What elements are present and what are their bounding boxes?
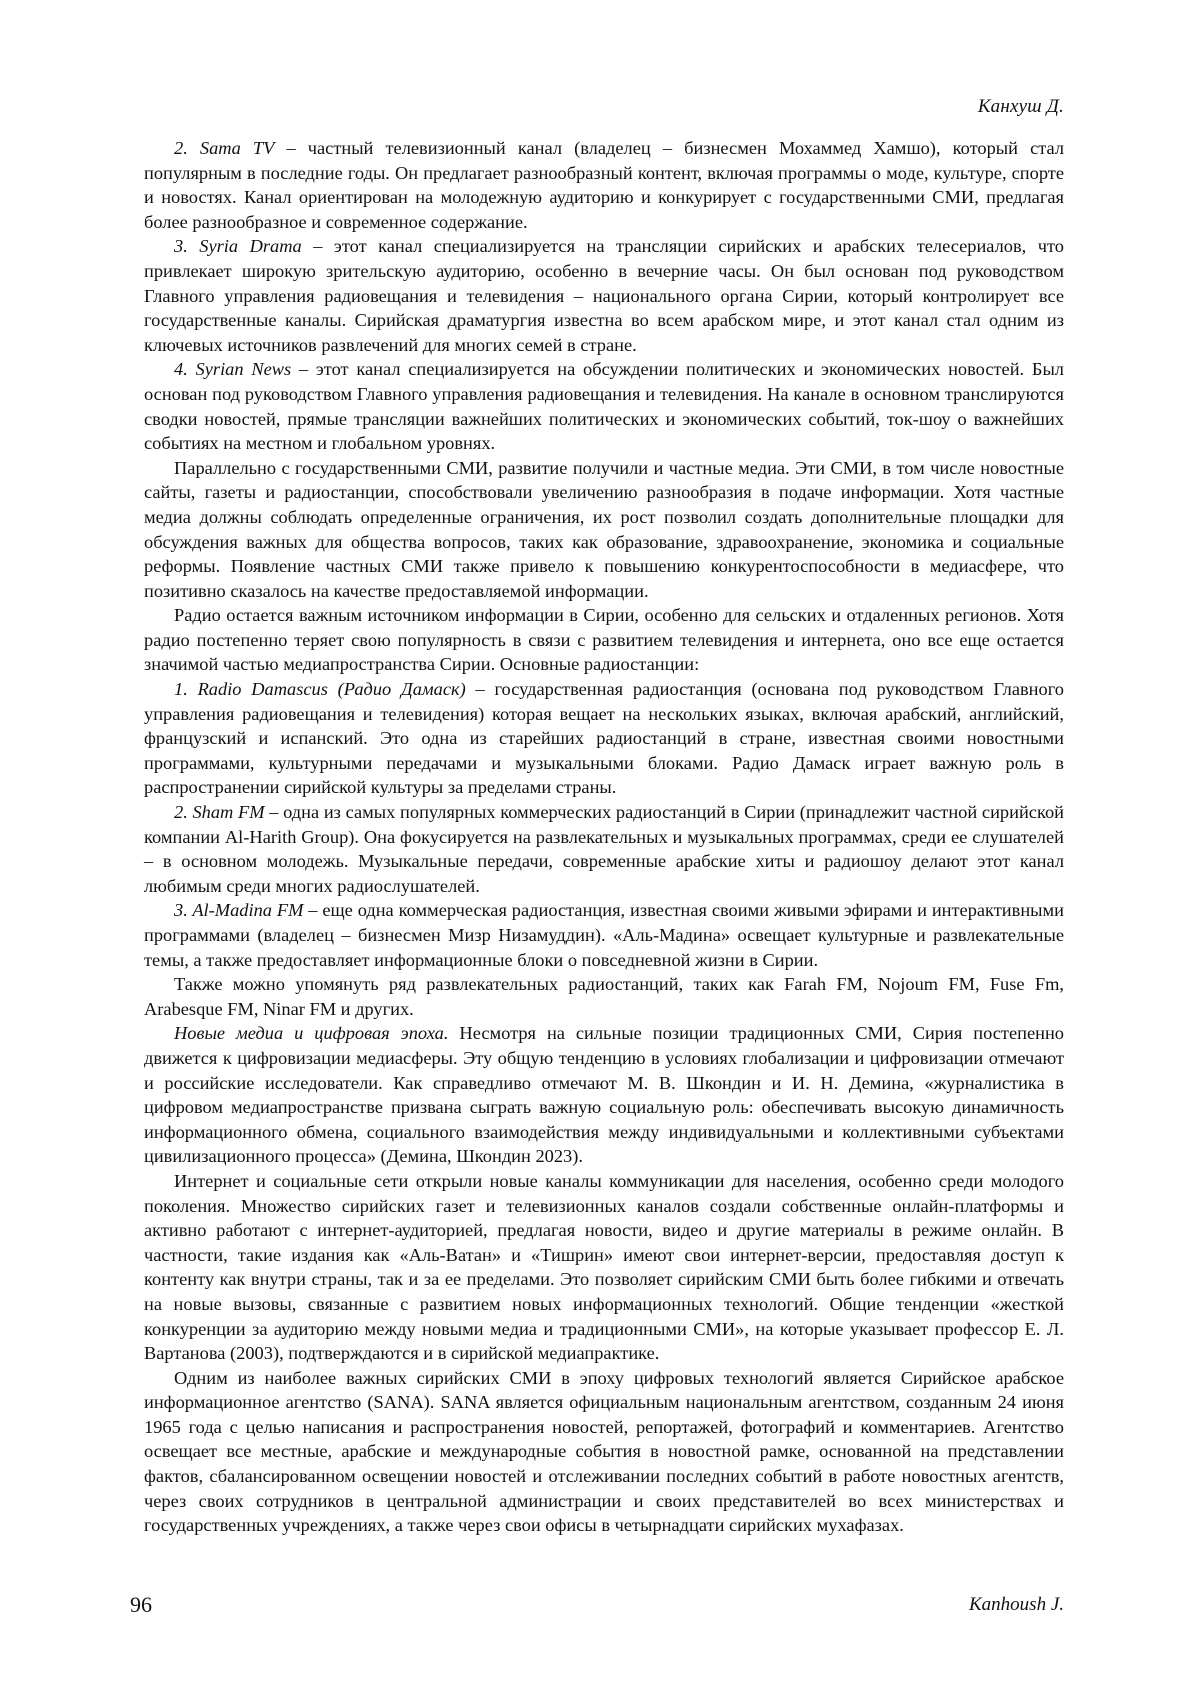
running-foot-author: Kanhoush J. bbox=[969, 1594, 1064, 1615]
paragraph-text: – государственная радиостанция (основана под руководством Главного управления радиовещания и телевидения) которая вещает на нескольких языках, включая арабский, английский, французский и испанский. Это одна из старейших радиостанций в стране, известная своими новостными программами, культурными передачами и музыкальными блоками. Радио Дамаск играет важную роль в распространении сирийской культуры за пределами страны. bbox=[144, 679, 1064, 798]
paragraph-text: – еще одна коммерческая радиостанция, известная своими живыми эфирами и интерактивными программами (владелец – бизнесмен Мизр Низамуддин). «Аль-Мадина» освещает культурные и развлекательные темы, а также предоставляет информационные блоки о повседневной жизни в Сирии. bbox=[144, 900, 1064, 970]
article-body bbox=[144, 136, 1064, 1538]
paragraph-lead: 2. Sama TV bbox=[174, 138, 275, 158]
paragraph-text: Несмотря на сильные позиции традиционных СМИ, Сирия постепенно движется к цифровизации медиасферы. Эту общую тенденцию в условиях глобализации и цифровизации отмечают и российские исследователи. Как справедливо отмечают М. В. Шкондин и И. Н. Демина, «журналистика в цифровом медиапространстве призвана сыграть важную социальную роль: обеспечивать высокую динамичность информационного обмена, социального взаимодействия между индивидуальными и коллективными субъектами цивилизационного процесса» (Демина, Шкондин 2023). bbox=[144, 1023, 1064, 1167]
paragraph-al-madina-fm bbox=[144, 898, 1064, 972]
paragraph-text: – этот канал специализируется на обсуждении политических и экономических новостей. Был основан под руководством Главного управления радиовещания и телевидения. На канале в основном транслируются сводки новостей, прямые трансляции важнейших политических и экономических событий, ток-шоу о важнейших событиях на местном и глобальном уровнях. bbox=[144, 359, 1064, 454]
paragraph-text: Радио остается важным источником информации в Сирии, особенно для сельских и отдаленных регионов. Хотя радио постепенно теряет свою популярность в связи с развитием телевидения и интернета, оно все еще остается значимой частью медиапространства Сирии. Основные радиостанции: bbox=[144, 605, 1064, 675]
page-number: 96 bbox=[130, 1592, 152, 1617]
paragraph-lead: 2. Sham FM bbox=[174, 802, 265, 823]
paragraph-other-stations bbox=[144, 972, 1064, 1021]
paragraph-syria-drama bbox=[144, 234, 1064, 357]
paragraph-sham-fm bbox=[144, 800, 1064, 898]
paragraph-text: – частный телевизионный канал (владелец – бизнесмен Мохаммед Хамшо), который стал популярным в последние годы. Он предлагает разнообразный контент, включая программы о моде, культуре, спорте и новостях. Канал ориентирован на молодежную аудиторию и конкурирует с государственными СМИ, предлагая более разнообразное и современное содержание. bbox=[144, 138, 1064, 232]
paragraph-text: Интернет и социальные сети открыли новые каналы коммуникации для населения, особенно среди молодого поколения. Множество сирийских газет и телевизионных каналов создали собственные онлайн-платформы и активно работают с интернет-аудиторией, предлагая новости, видео и другие материалы в режиме онлайн. В частности, такие издания как «Аль-Ватан» и «Тишрин» имеют свои интернет-версии, предоставляя доступ к контенту как внутри страны, так и за ее пределами. Это позволяет сирийским СМИ быть более гибкими и отвечать на новые вызовы, связанные с развитием новых информационных технологий. Общие тенденции «жесткой конкуренции за аудиторию между новыми медиа и традиционными СМИ», на которые указывает профессор Е. Л. Вартанова (2003), подтверждаются и в сирийской медиапрактике. bbox=[144, 1170, 1064, 1364]
paragraph-lead: Новые медиа и цифровая эпоха. bbox=[174, 1023, 449, 1044]
paragraph-text: Также можно упомянуть ряд развлекательных радиостанций, таких как Farah FM, Nojoum FM, Fuse Fm, Arabesque FM, Ninar FM и других. bbox=[144, 974, 1064, 1019]
paragraph-lead: 1. Radio Damascus (Радио Дамаск) bbox=[174, 679, 466, 700]
paragraph-syrian-news bbox=[144, 357, 1064, 455]
paragraph-text: – этот канал специализируется на трансляции сирийских и арабских телесериалов, что привлекает широкую зрительскую аудиторию, особенно в вечерние часы. Он был основан под руководством Главного управления радиовещания и телевидения – национального органа Сирии, который контролирует все государственные каналы. Сирийская драматургия известна во всем арабском мире, и этот канал стал одним из ключевых источников развлечений для многих семей в стране. bbox=[144, 236, 1065, 355]
paragraph-radio-damascus bbox=[144, 677, 1064, 800]
paragraph-sama-tv bbox=[144, 136, 1064, 234]
paragraph-private-media bbox=[144, 456, 1064, 604]
paragraph-lead: 3. Syria Drama bbox=[174, 236, 302, 257]
paragraph-lead: 4. Syrian News bbox=[174, 359, 292, 380]
paragraph-text: Параллельно с государственными СМИ, развитие получили и частные медиа. Эти СМИ, в том числе новостные сайты, газеты и радиостанции, способствовали увеличению разнообразия в подаче информации. Хотя частные медиа должны соблюдать определенные ограничения, их рост позволил создать дополнительные площадки для обсуждения важных для общества вопросов, таких как образование, здравоохранение, экономика и социальные реформы. Появление частных СМИ также привело к повышению конкурентоспособности в медиасфере, что позитивно сказалось на качестве предоставляемой информации. bbox=[144, 457, 1064, 601]
paragraph-sana bbox=[144, 1366, 1064, 1538]
paragraph-lead: 3. Al-Madina FM bbox=[174, 900, 304, 921]
paragraph-radio bbox=[144, 603, 1064, 677]
paragraph-new-media bbox=[144, 1021, 1064, 1169]
paragraph-internet bbox=[144, 1169, 1064, 1366]
paragraph-text: – одна из самых популярных коммерческих радиостанций в Сирии (принадлежит частной сирийской компании Al-Harith Group). Она фокусируется на развлекательных и музыкальных программах, среди ее слушателей – в основном молодежь. Музыкальные передачи, современные арабские хиты и радиошоу делают этот канал любимым среди многих радиослушателей. bbox=[144, 802, 1064, 896]
running-head: Канхуш Д. bbox=[977, 96, 1064, 117]
paragraph-text: Одним из наиболее важных сирийских СМИ в эпоху цифровых технологий является Сирийское арабское информационное агентство (SANA). SANA является официальным национальным агентством, созданным 24 июня 1965 года с целью написания и распространения новостей, репортажей, фотографий и комментариев. Агентство освещает все местные, арабские и международные события в новостной рамке, основанной на представлении фактов, сбалансированном освещении новостей и отслеживании последних событий в работе новостных агентств, через своих сотрудников в центральной администрации и своих представителей во всех министерствах и государственных учреждениях, а также через свои офисы в четырнадцати сирийских мухафазах. bbox=[144, 1367, 1064, 1536]
